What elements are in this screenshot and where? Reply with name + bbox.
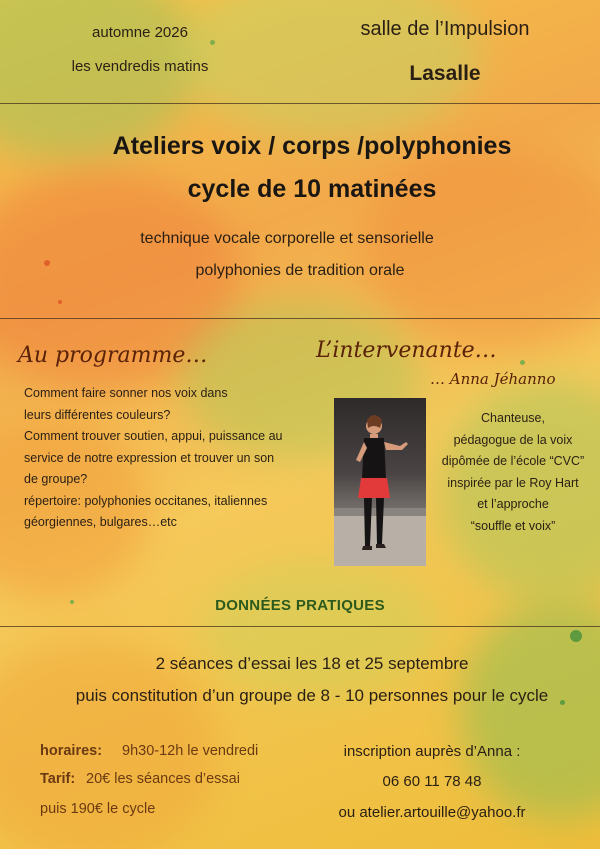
main-title: Ateliers voix / corps /polyphonies: [112, 132, 512, 160]
bio-line: et l’approche: [477, 497, 549, 511]
tagline-2: polyphonies de tradition orale: [195, 262, 405, 279]
programme-list: [24, 383, 314, 534]
main-subtitle: cycle de 10 matinées: [187, 175, 437, 203]
singer-silhouette-icon: [334, 398, 426, 566]
bio-line: Chanteuse,: [481, 411, 545, 425]
programme-line: service de notre expression et trouver un son: [24, 450, 275, 465]
bio-line: inspirée par le Roy Hart: [447, 475, 579, 490]
practical-heading: DONNÉES PRATIQUES: [215, 597, 385, 614]
town-text: Lasalle: [409, 62, 481, 85]
tarif-value: 20€ les séances d’essai: [86, 771, 240, 787]
tagline-1: technique vocale corporelle et sensorielle: [140, 230, 434, 247]
email-link[interactable]: ou atelier.artouille@yahoo.fr: [338, 804, 526, 821]
programme-line: Comment faire sonner nos voix dans: [24, 386, 228, 400]
tarif-label: Tarif:: [40, 771, 76, 787]
tarif-cycle: puis 190€ le cycle: [40, 801, 156, 817]
programme-line: répertoire: polyphonies occitanes, italiennes: [24, 493, 268, 508]
programme-heading: Au programme…: [18, 343, 208, 368]
contact-label: inscription auprès d’Anna :: [343, 743, 521, 760]
bio-line: pédagogue de la voix: [453, 432, 573, 447]
divider-middle: [0, 318, 600, 319]
hours-label: horaires:: [40, 743, 103, 759]
bio-line: dipômée de l’école “CVC”: [441, 454, 585, 468]
trial-sessions-text: 2 séances d’essai les 18 et 25 septembre: [155, 654, 469, 673]
group-text: puis constitution d’un groupe de 8 - 10 personnes pour le cycle: [75, 686, 549, 705]
venue-text: salle de l’Impulsion: [360, 18, 530, 40]
divider-top: [0, 103, 600, 104]
days-text: les vendredis matins: [71, 58, 209, 75]
phone-number[interactable]: 06 60 11 78 48: [382, 773, 482, 790]
programme-line: de groupe?: [24, 472, 88, 486]
programme-line: leurs différentes couleurs?: [24, 407, 171, 422]
divider-practical: [0, 626, 600, 627]
programme-line: géorgiennes, bulgares…etc: [24, 515, 177, 529]
singer-photo: [334, 398, 426, 566]
programme-line: Comment trouver soutien, appui, puissance au: [24, 429, 283, 443]
season-text: automne 2026: [92, 24, 188, 41]
intervenante-bio: [432, 408, 594, 537]
intervenante-name: … Anna Jéhanno: [430, 370, 556, 388]
intervenante-heading: L’intervenante…: [316, 338, 497, 363]
bio-line: “souffle et voix”: [470, 518, 556, 533]
hours-value: 9h30-12h le vendredi: [122, 743, 259, 759]
